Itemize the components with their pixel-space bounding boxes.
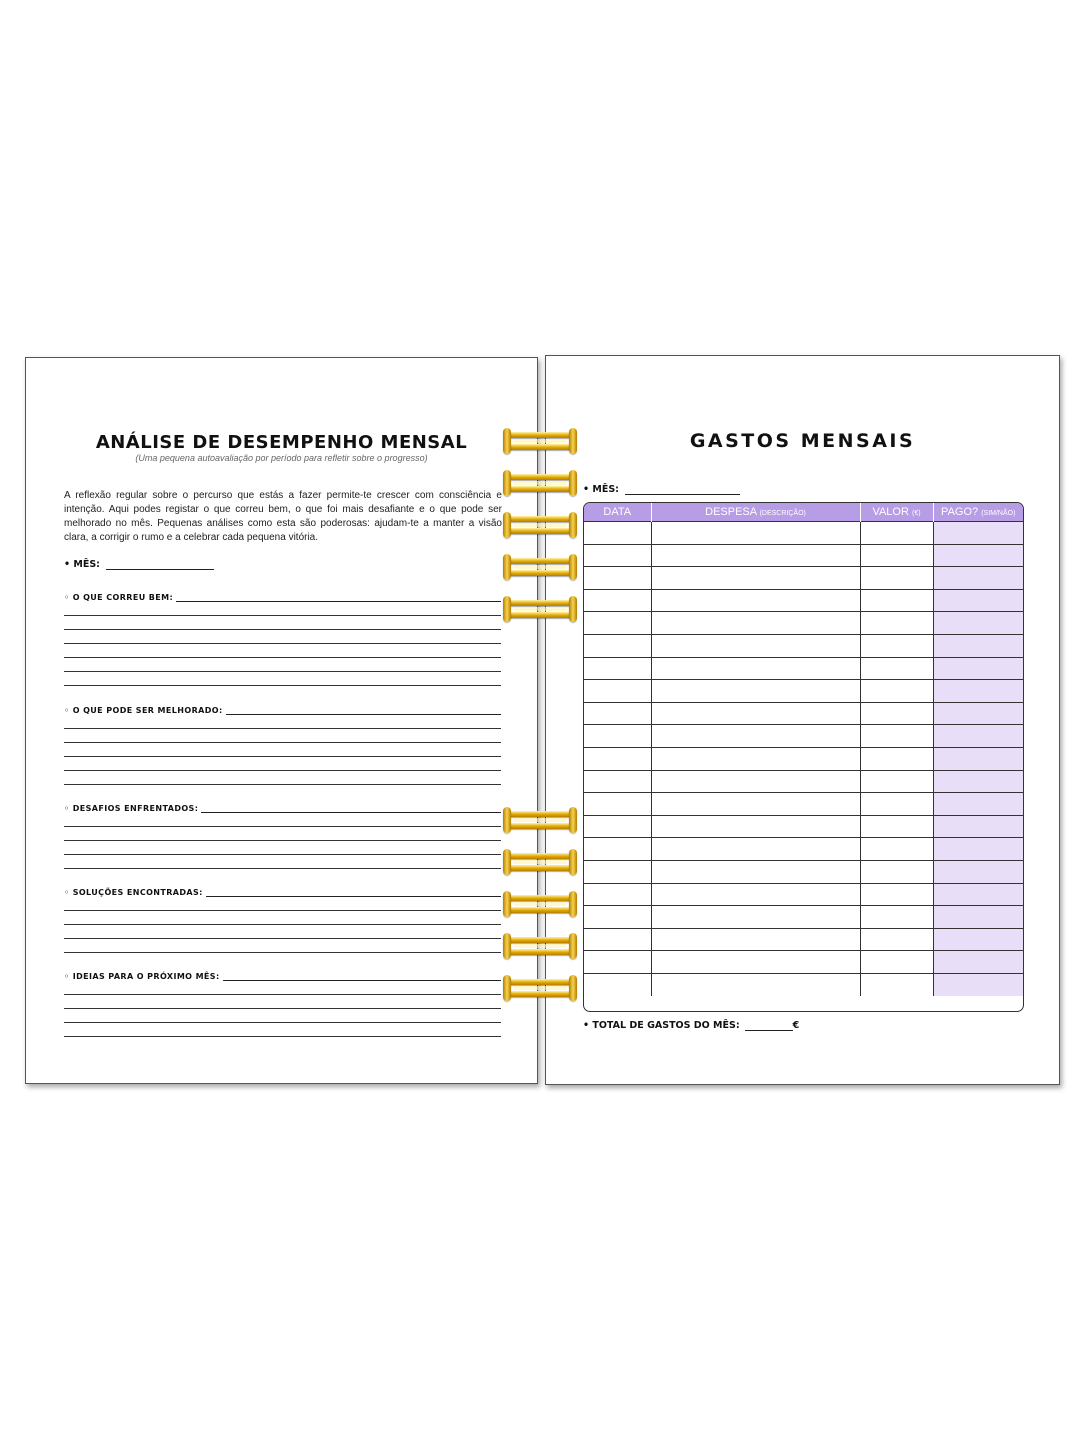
expense-cell[interactable]	[651, 815, 860, 838]
expense-cell[interactable]	[651, 793, 860, 816]
paid-cell[interactable]	[933, 747, 1023, 770]
table-row	[584, 522, 1023, 545]
writing-line[interactable]	[64, 602, 501, 616]
writing-line[interactable]	[206, 889, 501, 897]
date-cell[interactable]	[584, 657, 651, 680]
value-cell[interactable]	[860, 860, 933, 883]
writing-line[interactable]	[64, 813, 501, 827]
expense-cell[interactable]	[651, 567, 860, 590]
column-header-expense: DESPESA (DESCRIÇÃO)	[651, 503, 860, 522]
writing-line[interactable]	[64, 771, 501, 785]
writing-line[interactable]	[223, 973, 501, 981]
paid-cell[interactable]	[933, 838, 1023, 861]
section-label: ◦ O QUE CORREU BEM:	[64, 593, 174, 602]
table-row	[584, 657, 1023, 680]
value-cell[interactable]	[860, 567, 933, 590]
review-section	[64, 703, 501, 785]
month-field	[583, 484, 740, 495]
total-field	[583, 1020, 799, 1031]
expense-cell[interactable]	[651, 860, 860, 883]
writing-line[interactable]	[64, 715, 501, 729]
review-section	[64, 590, 501, 686]
value-cell[interactable]	[860, 634, 933, 657]
writing-line[interactable]	[64, 841, 501, 855]
value-cell[interactable]	[860, 680, 933, 703]
paid-cell[interactable]	[933, 770, 1023, 793]
expense-cell[interactable]	[651, 883, 860, 906]
date-cell[interactable]	[584, 634, 651, 657]
writing-line[interactable]	[64, 995, 501, 1009]
date-cell[interactable]	[584, 567, 651, 590]
date-cell[interactable]	[584, 725, 651, 748]
writing-line[interactable]	[64, 939, 501, 953]
writing-line[interactable]	[64, 757, 501, 771]
value-cell[interactable]	[860, 793, 933, 816]
month-input-line[interactable]	[625, 484, 740, 495]
writing-line[interactable]	[64, 630, 501, 644]
paid-cell[interactable]	[933, 973, 1023, 996]
writing-line[interactable]	[176, 594, 501, 602]
page-title: GASTOS MENSAIS	[689, 430, 916, 452]
page-title: ANÁLISE DE DESEMPENHO MENSAL	[95, 432, 468, 453]
value-cell[interactable]	[860, 657, 933, 680]
paid-cell[interactable]	[933, 544, 1023, 567]
date-cell[interactable]	[584, 973, 651, 996]
review-section	[64, 801, 501, 869]
expense-cell[interactable]	[651, 680, 860, 703]
table-row	[584, 544, 1023, 567]
table-row	[584, 634, 1023, 657]
value-cell[interactable]	[860, 544, 933, 567]
paid-cell[interactable]	[933, 612, 1023, 635]
spiral-ring	[503, 512, 577, 538]
value-cell[interactable]	[860, 589, 933, 612]
month-field	[64, 559, 214, 570]
expense-cell[interactable]	[651, 657, 860, 680]
spiral-ring	[503, 849, 577, 875]
writing-line[interactable]	[64, 925, 501, 939]
value-cell[interactable]	[860, 747, 933, 770]
writing-line[interactable]	[64, 672, 501, 686]
date-cell[interactable]	[584, 883, 651, 906]
expense-cell[interactable]	[651, 906, 860, 929]
value-cell[interactable]	[860, 522, 933, 545]
paid-cell[interactable]	[933, 793, 1023, 816]
writing-line[interactable]	[64, 644, 501, 658]
total-label: • TOTAL DE GASTOS DO MÊS:	[583, 1020, 740, 1031]
paid-cell[interactable]	[933, 883, 1023, 906]
table-row	[584, 589, 1023, 612]
table-row	[584, 793, 1023, 816]
value-cell[interactable]	[860, 770, 933, 793]
section-label: ◦ O QUE PODE SER MELHORADO:	[64, 706, 223, 715]
date-cell[interactable]	[584, 747, 651, 770]
total-input-line[interactable]	[745, 1020, 793, 1031]
paid-cell[interactable]	[933, 680, 1023, 703]
writing-line[interactable]	[64, 743, 501, 757]
table-row	[584, 567, 1023, 590]
column-header-paid: PAGO? (SIM/NÃO)	[933, 503, 1023, 522]
section-heading	[64, 885, 501, 897]
expense-cell[interactable]	[651, 725, 860, 748]
right-page	[545, 355, 1060, 1085]
date-cell[interactable]	[584, 793, 651, 816]
paid-cell[interactable]	[933, 928, 1023, 951]
left-page	[25, 357, 538, 1084]
section-label: ◦ IDEIAS PARA O PRÓXIMO MÊS:	[64, 972, 220, 981]
expense-cell[interactable]	[651, 634, 860, 657]
writing-line[interactable]	[64, 897, 501, 911]
spiral-ring	[503, 933, 577, 959]
table-row	[584, 612, 1023, 635]
paid-cell[interactable]	[933, 906, 1023, 929]
date-cell[interactable]	[584, 612, 651, 635]
section-label: ◦ DESAFIOS ENFRENTADOS:	[64, 804, 199, 813]
section-heading	[64, 969, 501, 981]
expense-cell[interactable]	[651, 973, 860, 996]
intro-paragraph: A reflexão regular sobre o percurso que estás a fazer permite-te crescer com consciência e intenção. Aqui podes registar o que correu bem, o que foi mais desafiante e o que pode ser melhorado no mês. Pequenas análises como esta são poderosas: ajudam-te a manter a visão clara, a corrigir o rumo e a celebrar cada pequena vitória.	[64, 490, 502, 543]
paid-cell[interactable]	[933, 860, 1023, 883]
table-row	[584, 883, 1023, 906]
review-section	[64, 885, 501, 953]
expense-cell[interactable]	[651, 770, 860, 793]
date-cell[interactable]	[584, 815, 651, 838]
writing-line[interactable]	[64, 911, 501, 925]
table-row	[584, 860, 1023, 883]
value-cell[interactable]	[860, 883, 933, 906]
writing-line[interactable]	[64, 658, 501, 672]
expense-cell[interactable]	[651, 702, 860, 725]
table-header-row	[584, 503, 1023, 522]
table-row	[584, 815, 1023, 838]
date-cell[interactable]	[584, 589, 651, 612]
paid-cell[interactable]	[933, 702, 1023, 725]
spiral-ring	[503, 891, 577, 917]
table-row	[584, 747, 1023, 770]
table-row	[584, 951, 1023, 974]
writing-line[interactable]	[64, 827, 501, 841]
column-header-date: DATA	[584, 503, 651, 522]
value-cell[interactable]	[860, 973, 933, 996]
writing-line[interactable]	[64, 855, 501, 869]
section-label: ◦ SOLUÇÕES ENCONTRADAS:	[64, 888, 203, 897]
table-row	[584, 906, 1023, 929]
date-cell[interactable]	[584, 906, 651, 929]
value-cell[interactable]	[860, 906, 933, 929]
table-row	[584, 973, 1023, 996]
section-heading	[64, 703, 501, 715]
page-subtitle: (Uma pequena autoavaliação por período para refletir sobre o progresso)	[135, 453, 428, 463]
expense-cell[interactable]	[651, 522, 860, 545]
value-cell[interactable]	[860, 951, 933, 974]
paid-cell[interactable]	[933, 815, 1023, 838]
paid-cell[interactable]	[933, 522, 1023, 545]
writing-line[interactable]	[64, 1023, 501, 1037]
paid-cell[interactable]	[933, 725, 1023, 748]
currency-symbol: €	[792, 1020, 800, 1031]
review-section	[64, 969, 501, 1037]
column-header-value: VALOR (€)	[860, 503, 933, 522]
writing-line[interactable]	[64, 616, 501, 630]
expense-cell[interactable]	[651, 747, 860, 770]
paid-cell[interactable]	[933, 589, 1023, 612]
table-row	[584, 838, 1023, 861]
paid-cell[interactable]	[933, 634, 1023, 657]
table-row	[584, 680, 1023, 703]
writing-line[interactable]	[64, 981, 501, 995]
section-heading	[64, 801, 501, 813]
value-cell[interactable]	[860, 815, 933, 838]
table-body	[584, 522, 1023, 996]
expense-cell[interactable]	[651, 589, 860, 612]
value-cell[interactable]	[860, 725, 933, 748]
table-row	[584, 928, 1023, 951]
section-heading	[64, 590, 501, 602]
date-cell[interactable]	[584, 860, 651, 883]
value-cell[interactable]	[860, 702, 933, 725]
expenses-table	[583, 502, 1024, 1012]
expense-cell[interactable]	[651, 838, 860, 861]
paid-cell[interactable]	[933, 567, 1023, 590]
date-cell[interactable]	[584, 951, 651, 974]
table-row	[584, 702, 1023, 725]
month-input-line[interactable]	[106, 559, 214, 570]
month-label: • MÊS:	[583, 484, 619, 495]
spiral-ring	[503, 428, 577, 454]
spiral-ring	[503, 470, 577, 496]
paid-cell[interactable]	[933, 951, 1023, 974]
spiral-ring	[503, 596, 577, 622]
date-cell[interactable]	[584, 522, 651, 545]
spiral-ring	[503, 975, 577, 1001]
table-row	[584, 770, 1023, 793]
date-cell[interactable]	[584, 928, 651, 951]
date-cell[interactable]	[584, 680, 651, 703]
table-row	[584, 725, 1023, 748]
paid-cell[interactable]	[933, 657, 1023, 680]
expense-cell[interactable]	[651, 951, 860, 974]
writing-line[interactable]	[64, 729, 501, 743]
month-label: • MÊS:	[64, 559, 100, 570]
date-cell[interactable]	[584, 770, 651, 793]
spiral-ring	[503, 807, 577, 833]
value-cell[interactable]	[860, 838, 933, 861]
date-cell[interactable]	[584, 544, 651, 567]
date-cell[interactable]	[584, 838, 651, 861]
expense-cell[interactable]	[651, 544, 860, 567]
writing-line[interactable]	[201, 805, 501, 813]
value-cell[interactable]	[860, 928, 933, 951]
value-cell[interactable]	[860, 612, 933, 635]
spiral-ring	[503, 554, 577, 580]
expense-cell[interactable]	[651, 612, 860, 635]
expense-cell[interactable]	[651, 928, 860, 951]
date-cell[interactable]	[584, 702, 651, 725]
writing-line[interactable]	[226, 707, 501, 715]
writing-line[interactable]	[64, 1009, 501, 1023]
